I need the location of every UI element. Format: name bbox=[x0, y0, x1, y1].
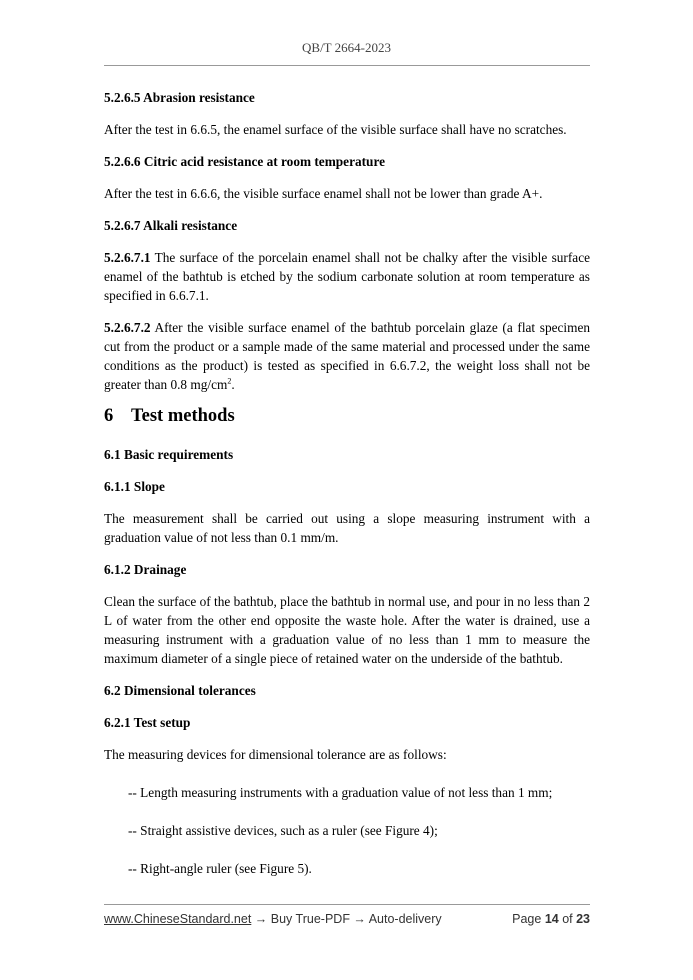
list-item: -- Length measuring instruments with a graduation value of not less than 1 mm; bbox=[128, 785, 553, 800]
heading-6-2: 6.2 Dimensional tolerances bbox=[104, 683, 256, 698]
section-title: Test methods bbox=[131, 406, 235, 426]
footer bbox=[104, 912, 590, 930]
footer-links bbox=[104, 912, 442, 926]
clause-number: 5.2.6.7.1 bbox=[104, 250, 151, 265]
clause-number: 5.2.6.7.2 bbox=[104, 320, 151, 335]
arrow-icon: → bbox=[349, 912, 369, 926]
heading-6-1-2: 6.1.2 Drainage bbox=[104, 562, 187, 577]
clause-text: After the visible surface enamel of the bathtub porcelain glaze (a flat specimen cut from the product or a sample made of the same material and processed under the same conditions as the product) is tested as specified in 6.6.7.2, the weight loss shall not be greater than 0.8 mg/cm bbox=[104, 320, 590, 392]
paragraph-5-2-6-7-2 bbox=[104, 318, 590, 394]
page-total: 23 bbox=[576, 912, 590, 926]
of-label: of bbox=[558, 912, 577, 926]
paragraph-5-2-6-7-1 bbox=[104, 248, 590, 305]
page-number: 14 bbox=[544, 912, 559, 926]
page-label: Page bbox=[512, 912, 545, 926]
page-content bbox=[104, 88, 590, 897]
heading-5-2-6-6: 5.2.6.6 Citric acid resistance at room temperature bbox=[104, 154, 386, 169]
text-6-2-1: The measuring devices for dimensional tolerance are as follows: bbox=[104, 747, 447, 762]
auto-delivery-text: Auto-delivery bbox=[368, 912, 442, 926]
heading-5-2-6-7: 5.2.6.7 Alkali resistance bbox=[104, 218, 238, 233]
section-number: 6 bbox=[104, 406, 114, 426]
header-code: QB/T 2664-2023 bbox=[302, 40, 391, 55]
list-item: -- Right-angle ruler (see Figure 5). bbox=[128, 861, 312, 876]
heading-6-1: 6.1 Basic requirements bbox=[104, 447, 234, 462]
text-6-1-1: The measurement shall be carried out using a slope measuring instrument with a graduation value of not less than 0.1 mm/m. bbox=[104, 511, 590, 545]
header-divider bbox=[104, 65, 590, 66]
section-6-title bbox=[104, 407, 590, 426]
page-indicator bbox=[512, 912, 590, 926]
site-link[interactable]: www.ChineseStandard.net bbox=[104, 912, 252, 926]
superscript: 2 bbox=[227, 376, 232, 386]
footer-divider bbox=[104, 904, 590, 905]
buy-pdf-link[interactable]: Buy True-PDF bbox=[270, 912, 350, 926]
clause-end: . bbox=[231, 377, 235, 392]
text-5-2-6-6: After the test in 6.6.6, the visible surface enamel shall not be lower than grade A+. bbox=[104, 186, 543, 201]
arrow-icon: → bbox=[251, 912, 271, 926]
text-5-2-6-5: After the test in 6.6.5, the enamel surface of the visible surface shall have no scratches. bbox=[104, 122, 567, 137]
heading-5-2-6-5: 5.2.6.5 Abrasion resistance bbox=[104, 90, 255, 105]
heading-6-1-1: 6.1.1 Slope bbox=[104, 479, 165, 494]
clause-text: The surface of the porcelain enamel shall not be chalky after the visible surface enamel of the bathtub is etched by the sodium carbonate solution at room temperature as specified in 6.6.7.1. bbox=[104, 250, 590, 303]
text-6-1-2: Clean the surface of the bathtub, place the bathtub in normal use, and pour in no less than 2 L of water from the other end opposite the waste hole. After the water is drained, use a measuring instrument with a graduation value of no less than 1 mm to measure the maximum diameter of a single piece of retained water on the underside of the bathtub. bbox=[104, 594, 590, 666]
heading-6-2-1: 6.2.1 Test setup bbox=[104, 715, 191, 730]
list-item: -- Straight assistive devices, such as a ruler (see Figure 4); bbox=[128, 823, 438, 838]
